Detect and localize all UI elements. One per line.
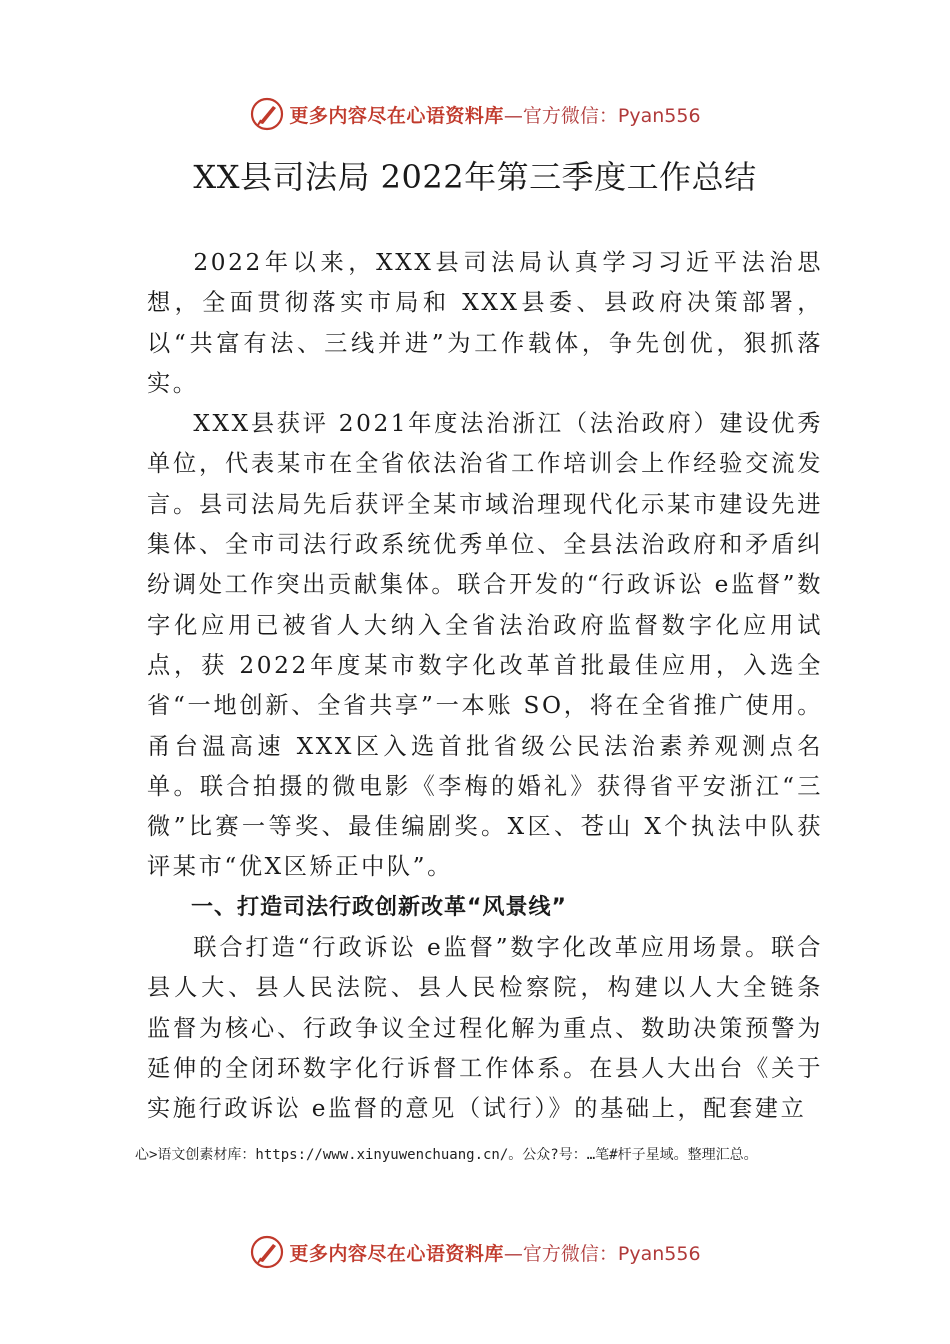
banner-brand: 更多内容尽在心语资料库 — [289, 1242, 504, 1265]
document-title: XX县司法局 2022年第三季度工作总结 — [193, 158, 757, 196]
document-body — [147, 243, 823, 1130]
footnote: 心>语文创素材库：https://www.xinyuwenchuang.cn/。公众?号：…笔#杆子星域。整理汇总。 — [135, 1147, 758, 1163]
section-heading: 一、打造司法行政创新改革“风景线” — [191, 894, 567, 920]
footer-banner — [0, 1232, 950, 1272]
quill-logo-icon — [249, 1234, 285, 1270]
quill-logo-icon — [249, 96, 285, 132]
banner-wechat: —官方微信：Pyan556 — [503, 104, 701, 127]
paragraph-intro: 2022年以来，XXX县司法局认真学习习近平法治思想，全面贯彻落实市局和 XXX县委、县政府决策部署，以“共富有法、三线并进”为工作载体，争先创优，狠抓落实。 — [147, 249, 823, 397]
banner-wechat: —官方微信：Pyan556 — [503, 1242, 701, 1265]
header-banner — [0, 94, 950, 134]
paragraph-section-1: 联合打造“行政诉讼 e监督”数字化改革应用场景。联合县人大、县人民法院、县人民检察院，构建以人大全链条 监督为核心、行政争议全过程化解为重点、数助决策预警为延伸的全闭环数字化行诉督工作体系。在县人大出台《关于实施行政诉讼 e监督的意见（试行）》的基础上，配套建立 — [147, 934, 823, 1123]
paragraph-achievements: XXX县获评 2021年度法治浙江（法治政府）建设优秀单位，代表某市在全省依法治省工作培训会上作经验交流发言。县司法局先后获评全某市域治理现代化示某市建设先进集体、全市司法行政系统优秀单位、全县法治政府和矛盾纠纷调处工作突出贡献集体。联合开发的“行政诉讼 e监督”数字化应用已被省人大纳入全省法治政府监督数字化应用试点，获 2022年度某市数字化改革首批最佳应用，入选全省“一地创新、全省共享”一本账 SO，将在全省推广使用。甬台温高速 XXX区入选首批省级公民法治素养观测点名单。联合拍摄的微电影《李梅的婚礼》获得省平安浙江“三微”比赛一等奖、最佳编剧奖。X区、苍山 X个执法中队获评某市“优X区矫正中队”。 — [147, 410, 823, 881]
banner-brand: 更多内容尽在心语资料库 — [289, 104, 504, 127]
